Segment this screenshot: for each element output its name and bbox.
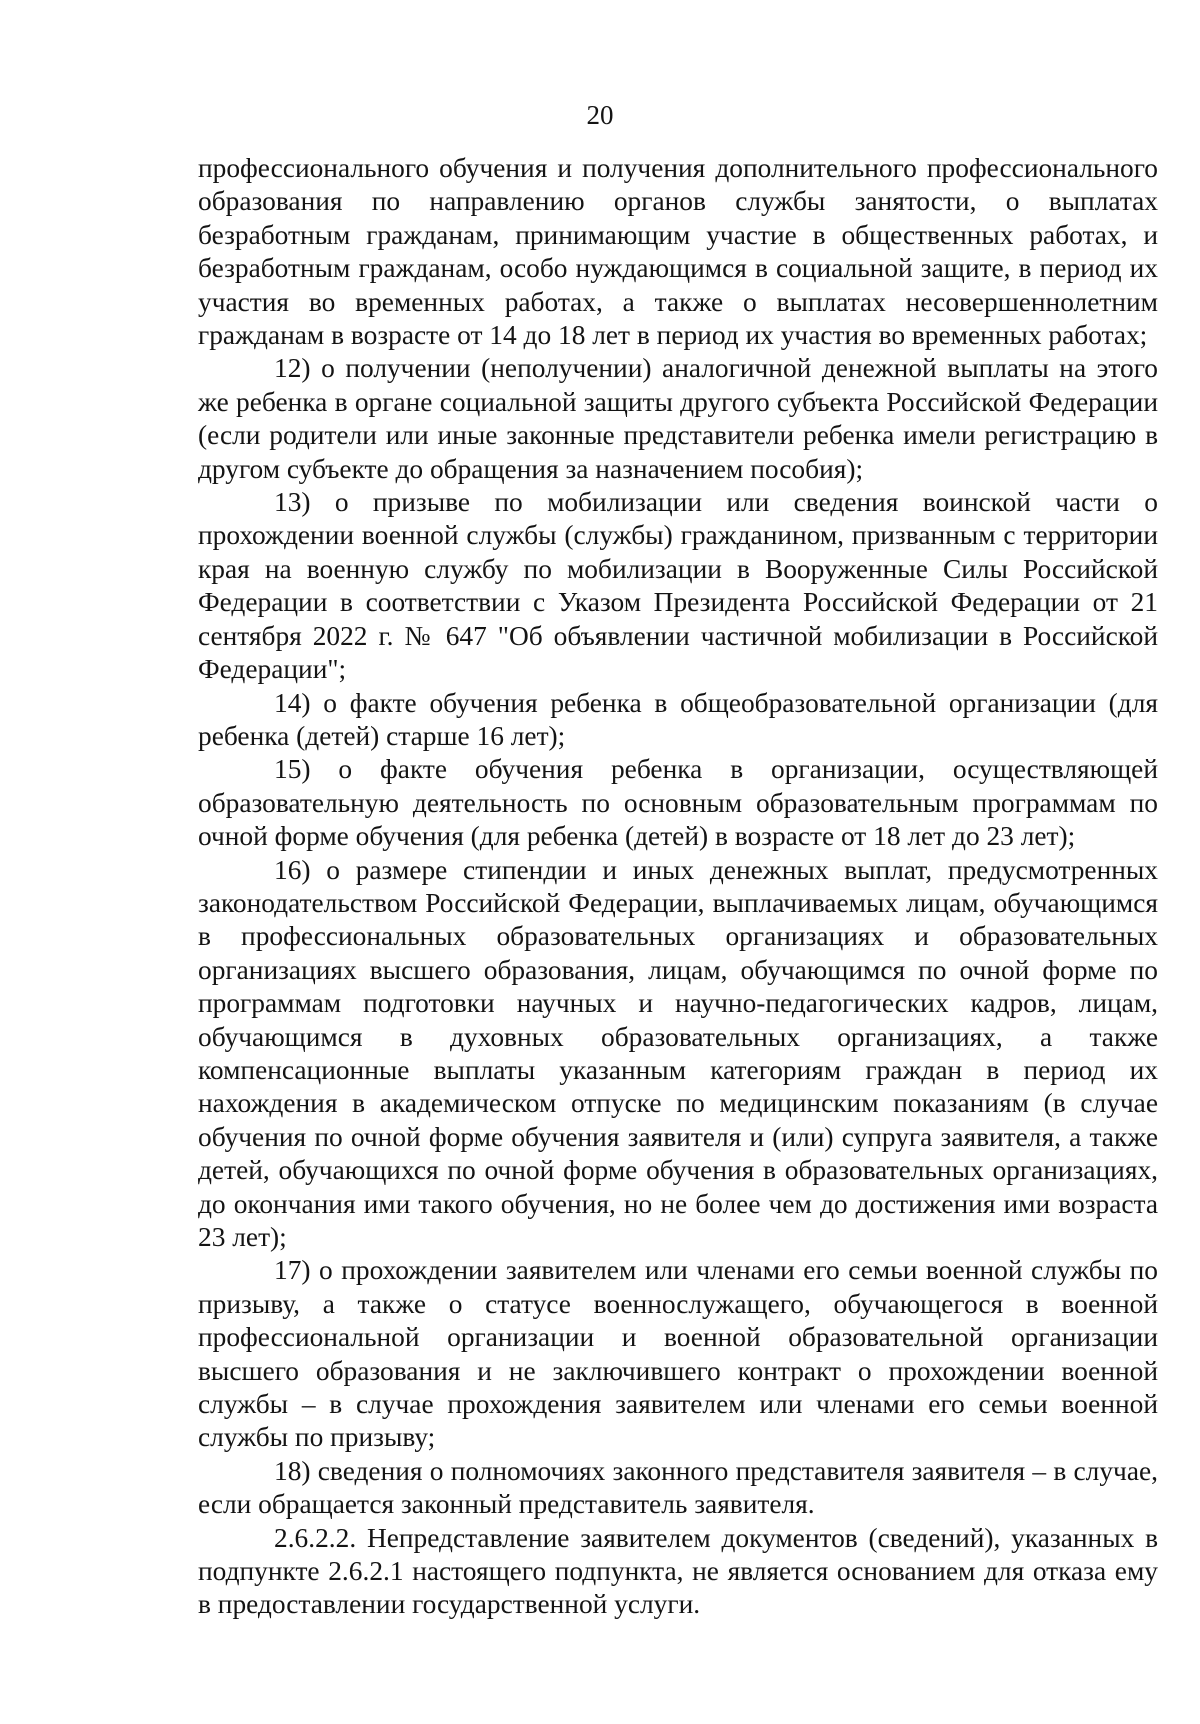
paragraph-item-14: 14) о факте обучения ребенка в общеобразовательной организации (для ребенка (детей) старше 16 лет); bbox=[198, 687, 1158, 751]
paragraph-item-18: 18) сведения о полномочиях законного представителя заявителя – в случае, если обращается законный представитель заявителя. bbox=[198, 1455, 1158, 1520]
paragraph-item-13: 13) о призыве по мобилизации или сведения воинской части о прохождении военной службы (службы) гражданином, призванным с территории края на военную службу по мобилизации в Вооруженные Силы Российской Федерации в соответствии с Указом Президента Российской Федерации от 21 сентября 2022 г. № 647 "Об объявлении частичной мобилизации в Российской Федерации"; bbox=[198, 487, 1158, 685]
paragraph-item-16: 16) о размере стипендии и иных денежных выплат, предусмотренных законодательством Российской Федерации, выплачиваемых лицам, обучающимся в профессиональных образовательных организациях и образовательных организациях высшего образования, лицам, обучающимся по очной форме по программам подготовки научных и научно-педагогических кадров, лицам, обучающимся в духовных образовательных организациях, а также компенсационные выплаты указанным категориям граждан в период их нахождения в академическом отпуске по медицинским показаниям (в случае обучения по очной форме обучения заявителя и (или) супруга заявителя, а также детей, обучающихся по очной форме обучения в образовательных организациях, до окончания ими такого обучения, но не более чем до достижения ими возраста 23 лет); bbox=[198, 854, 1158, 1252]
paragraph-item-17: 17) о прохождении заявителем или членами его семьи военной службы по призыву, а также о статусе военнослужащего, обучающегося в военной профессиональной организации и военной образовательной организации высшего образования и не заключившего контракт о прохождении военной службы – в случае прохождения заявителем или членами его семьи военной службы по призыву; bbox=[198, 1255, 1158, 1453]
paragraph-continuation: профессионального обучения и получения дополнительного профессионального образования по направлению органов службы занятости, о выплатах безработным гражданам, принимающим участие в общественных работах, и безработным гражданам, особо нуждающимся в социальной защите, в период их участия во временных работах, а также о выплатах несовершеннолетним гражданам в возрасте от 14 до 18 лет в период их участия во временных работах; bbox=[198, 153, 1158, 351]
document-body bbox=[198, 152, 1158, 1622]
page-number: 20 bbox=[586, 100, 614, 130]
paragraph-section-2-6-2-2: 2.6.2.2. Непредставление заявителем документов (сведений), указанных в подпункте 2.6.2.1 настоящего подпункта, не является основанием для отказа ему в предоставлении государственной услуги. bbox=[198, 1522, 1158, 1620]
paragraph-item-12: 12) о получении (неполучении) аналогичной денежной выплаты на этого же ребенка в органе социальной защиты другого субъекта Российской Федерации (если родители или иные законные представители ребенка имели регистрацию в другом субъекте до обращения за назначением пособия); bbox=[198, 353, 1158, 484]
paragraph-item-15: 15) о факте обучения ребенка в организации, осуществляющей образовательную деятельность по основным образовательным программам по очной форме обучения (для ребенка (детей) в возрасте от 18 лет до 23 лет); bbox=[198, 754, 1158, 852]
